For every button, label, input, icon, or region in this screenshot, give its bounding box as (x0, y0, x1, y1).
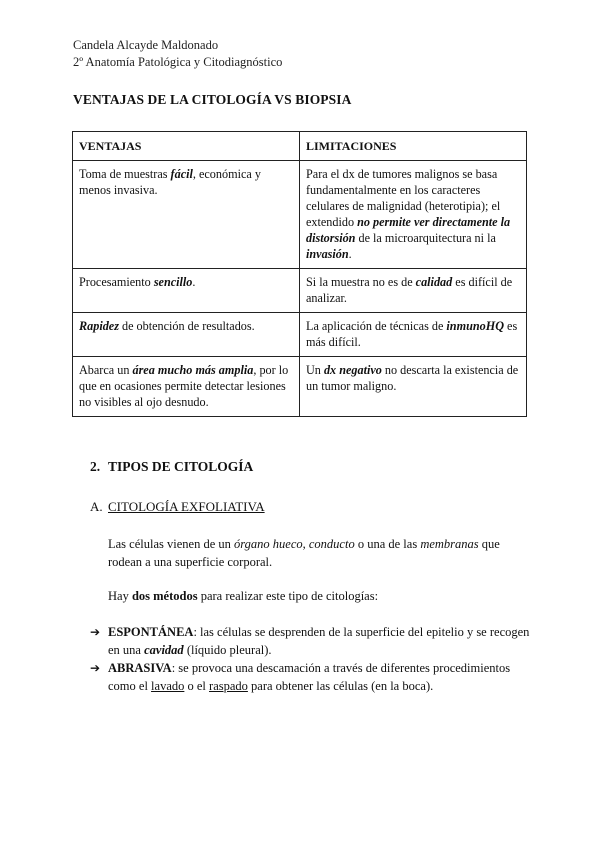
methods-list (90, 623, 530, 695)
table-cell-ventaja: Toma de muestras fácil, económica y menos invasiva. (73, 161, 300, 269)
paragraph-origin: Las células vienen de un órgano hueco, conducto o una de las membranas que rodean a una superficie corporal. (108, 537, 500, 569)
table-cell-limitacion: La aplicación de técnicas de inmunoHQ es más difícil. (300, 313, 527, 357)
table-row (73, 161, 527, 269)
page-header (73, 37, 282, 71)
comparison-table (72, 131, 527, 417)
table-cell-limitacion: Para el dx de tumores malignos se basa fundamentalmente en los caracteres celulares de malignidad (heterotipia); el extendido no permite ver directamente la distorsión de la microarquitectura ni la invasión. (300, 161, 527, 269)
table-cell-ventaja: Abarca un área mucho más amplia, por lo que en ocasiones permite detectar lesiones no visibles al ojo desnudo. (73, 357, 300, 417)
subsection-letter: A. (90, 499, 103, 514)
author-name: Candela Alcayde Maldonado (73, 38, 219, 52)
section-heading-tipos (90, 459, 253, 475)
table-cell-limitacion: Si la muestra no es de calidad es difícil de analizar. (300, 269, 527, 313)
table-row (73, 313, 527, 357)
table-row (73, 269, 527, 313)
subsection-heading (90, 499, 265, 515)
subsection-title: CITOLOGÍA EXFOLIATIVA (108, 499, 265, 514)
section-title: VENTAJAS DE LA CITOLOGÍA VS BIOPSIA (73, 92, 352, 107)
arrow-bullet-icon: ➔ (90, 625, 101, 639)
course-name: 2º Anatomía Patológica y Citodiagnóstico (73, 55, 283, 69)
column-header-ventajas: VENTAJAS (73, 132, 300, 161)
list-item: ➔ ABRASIVA: se provoca una descamación a través de diferentes procedimientos como el lavado o el raspado para obtener las células (en la boca). (90, 661, 511, 693)
column-header-limitaciones: LIMITACIONES (300, 132, 527, 161)
section-heading-text: TIPOS DE CITOLOGÍA (108, 459, 254, 474)
table-cell-ventaja: Rapidez de obtención de resultados. (73, 313, 300, 357)
list-item: ➔ ESPONTÁNEA: las células se desprenden de la superficie del epitelio y se recogen en una cavidad (líquido pleural). (90, 625, 530, 657)
paragraph-methods: Hay dos métodos para realizar este tipo de citologías: (108, 589, 379, 603)
arrow-bullet-icon: ➔ (90, 661, 101, 675)
table-cell-ventaja: Procesamiento sencillo. (73, 269, 300, 313)
table-row (73, 357, 527, 417)
table-header-row (73, 132, 527, 161)
table-cell-limitacion: Un dx negativo no descarta la existencia de un tumor maligno. (300, 357, 527, 417)
section-number: 2. (90, 459, 101, 474)
